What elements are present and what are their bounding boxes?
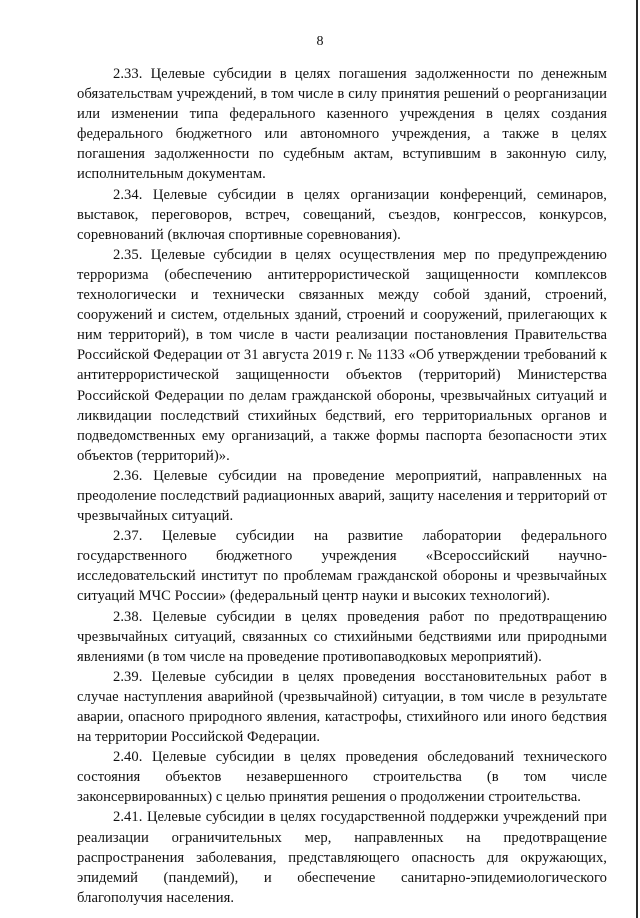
paragraph-2-40: 2.40. Целевые субсидии в целях проведения обследований технического состояния объектов незавершенного строительства (в том числе законсервированных) с целью принятия решения о продолжении строительства. [77, 749, 607, 806]
paragraph-2-38: 2.38. Целевые субсидии в целях проведения работ по предотвращению чрезвычайных ситуаций, связанных со стихийными бедствиями или природными явлениями (в том числе на проведение противопаводковых мероприятий). [77, 608, 607, 665]
paragraph-2-36: 2.36. Целевые субсидии на проведение мероприятий, направленных на преодоление последствий радиационных аварий, защиту населения и территорий от чрезвычайных ситуаций. [77, 467, 607, 525]
paragraph-2-41: 2.41. Целевые субсидии в целях государственной поддержки учреждений при реализации ограничительных мер, направленных на предотвращение распространения заболевания, представляющего опасность для окружающих, эпидемий (пандемий), и обеспечение санитарно-эпидемиологического благополучия населения. [77, 809, 607, 906]
paragraph-2-35: 2.35. Целевые субсидии в целях осуществления мер по предупреждению терроризма (обеспечению антитеррористической защищенности комплексов технологически и технически связанных между собой зданий, строений, сооружений и систем, отдельных зданий, строений и сооружений, прилегающих к ним территорий), в том числе в части реализации постановления Правительства Российской Федерации от 31 августа 2019 г. № 1133 «Об утверждении требований к антитеррористической защищенности объектов (территорий) Министерства Российской Федерации по делам гражданской обороны, чрезвычайных ситуаций и ликвидации последствий стихийных бедствий, его территориальных органов и подведомственных ему организаций, а также формы паспорта безопасности этих объектов (территорий)». [77, 246, 607, 464]
paragraph-2-34: 2.34. Целевые субсидии в целях организации конференций, семинаров, выставок, переговоров, встреч, совещаний, съездов, конгрессов, конкурсов, соревнований (включая спортивные соревнования). [77, 186, 607, 243]
document-body [77, 64, 607, 908]
page-number: 8 [316, 34, 324, 49]
scan-edge-line [636, 0, 638, 918]
paragraph-2-37: 2.37. Целевые субсидии на развитие лаборатории федерального государственного бюджетного учреждения «Всероссийский научно-исследовательский институт по проблемам гражданской обороны и чрезвычайных ситуаций МЧС России» (федеральный центр науки и высоких технологий). [77, 528, 607, 605]
paragraph-2-39: 2.39. Целевые субсидии в целях проведения восстановительных работ в случае наступления аварийной (чрезвычайной) ситуации, в том числе в результате аварии, опасного природного явления, катастрофы, стихийного или иного бедствия на территории Российской Федерации. [77, 668, 607, 746]
paragraph-2-33: 2.33. Целевые субсидии в целях погашения задолженности по денежным обязательствам учреждений, в том числе в силу принятия решений о реорганизации или изменении типа федерального казенного учреждения в целях создания федерального бюджетного или автономного учреждения, а также в целях погашения задолженности по судебным актам, вступившим в законную силу, исполнительным документам. [77, 66, 607, 183]
